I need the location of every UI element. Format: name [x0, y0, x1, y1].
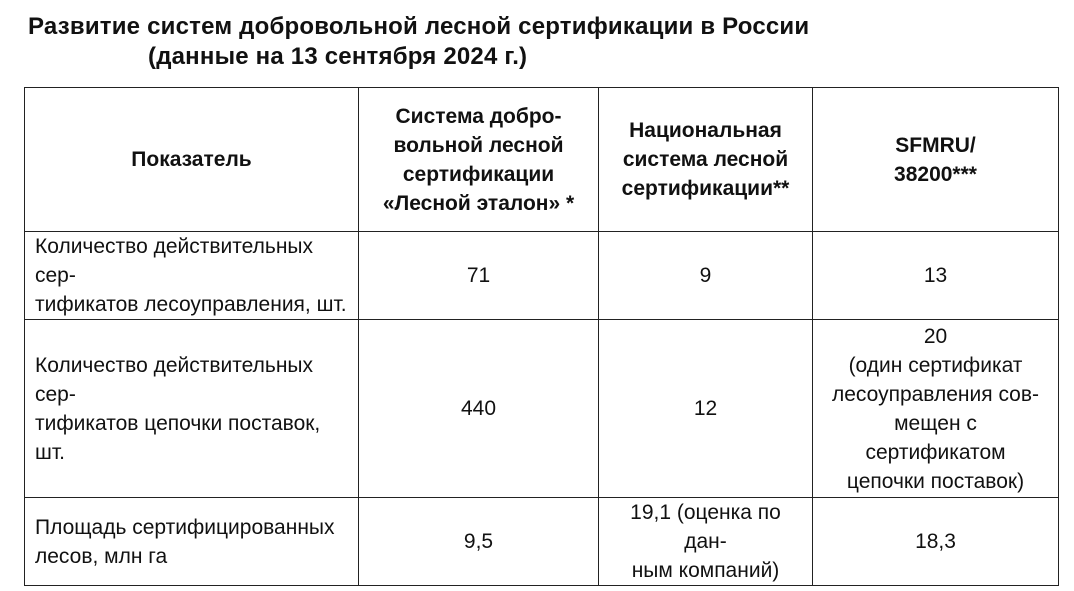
- row-indicator: Количество действительных сер- тификатов цепочки поставок, шт.: [25, 320, 359, 498]
- table-cell: 71: [359, 232, 599, 320]
- header-sfmru: SFMRU/ 38200***: [813, 88, 1059, 232]
- certification-table: [24, 87, 1059, 586]
- table-row: [25, 498, 1059, 586]
- table-cell: 12: [599, 320, 813, 498]
- table-cell: 13: [813, 232, 1059, 320]
- table-cell: 9,5: [359, 498, 599, 586]
- header-indicator: Показатель: [25, 88, 359, 232]
- header-lesnoy-etalon: Система добро- вольной лесной сертификации «Лесной эталон» *: [359, 88, 599, 232]
- row-indicator: Площадь сертифицированных лесов, млн га: [25, 498, 359, 586]
- title-line-2: (данные на 13 сентября 2024 г.): [148, 43, 528, 70]
- title-line-1: Развитие систем добровольной лесной сертификации в России: [28, 13, 810, 40]
- table-cell: 9: [599, 232, 813, 320]
- page-title: [28, 12, 1058, 72]
- table-row: [25, 232, 1059, 320]
- table-cell: 18,3: [813, 498, 1059, 586]
- table-header-row: [25, 88, 1059, 232]
- table-cell: 19,1 (оценка по дан- ным компаний): [599, 498, 813, 586]
- row-indicator: Количество действительных сер- тификатов лесоуправления, шт.: [25, 232, 359, 320]
- table-cell: 440: [359, 320, 599, 498]
- table-cell: 20 (один сертификат лесоуправления сов- мещен с сертификатом цепочки поставок): [813, 320, 1059, 498]
- table-row: [25, 320, 1059, 498]
- header-national-system: Национальная система лесной сертификации**: [599, 88, 813, 232]
